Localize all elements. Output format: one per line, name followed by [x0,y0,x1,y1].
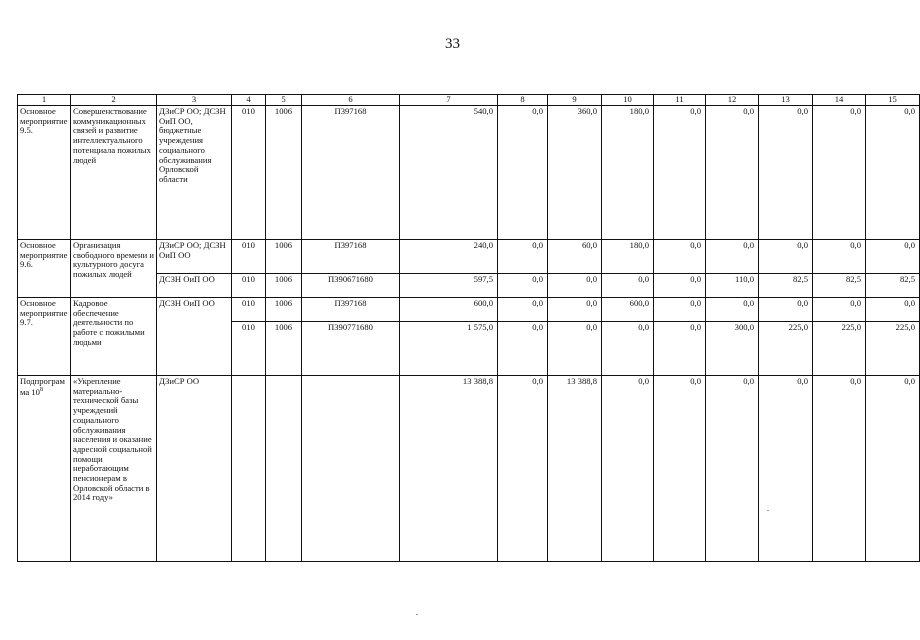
year-value: 82,5 [813,274,866,298]
year-value: 0,0 [759,298,813,322]
column-header: 2 [71,95,157,106]
year-value: 0,0 [866,106,920,240]
year-value: 0,0 [706,376,759,562]
year-value: 0,0 [813,298,866,322]
year-value: 360,0 [548,106,602,240]
grbs-code: 010 [232,240,266,274]
grbs-code [232,376,266,562]
column-header: 5 [266,95,302,106]
target-article: П390671680 [302,274,400,298]
total-value: 13 388,8 [400,376,498,562]
year-value: 13 388,8 [548,376,602,562]
column-header: 10 [602,95,654,106]
activity-code: Основное мероприятие 9.6. [18,240,71,298]
year-value: 0,0 [548,274,602,298]
year-value: 0,0 [654,376,706,562]
target-article: П390771680 [302,322,400,376]
activity-name: Совершенствование коммуникационных связей и развитие интеллектуального потенциала пожилых людей [71,106,157,240]
section-code: 1006 [266,240,302,274]
header-row [18,95,920,106]
year-value: 0,0 [602,376,654,562]
year-value: 0,0 [498,322,548,376]
grbs-code: 010 [232,106,266,240]
year-value: 0,0 [759,376,813,562]
year-value: 225,0 [866,322,920,376]
year-value: 0,0 [602,274,654,298]
year-value: 110,0 [706,274,759,298]
year-value: 0,0 [706,298,759,322]
year-value: 0,0 [813,376,866,562]
table-row [18,298,920,322]
activity-name: Организация свободного времени и культурного досуга пожилых людей [71,240,157,298]
year-value: 600,0 [602,298,654,322]
year-value: 0,0 [654,274,706,298]
executor: ДЗиСР ОО; ДСЗН ОиП ОО [157,240,232,274]
grbs-code: 010 [232,322,266,376]
year-value: 0,0 [813,106,866,240]
target-article: П397168 [302,106,400,240]
total-value: 240,0 [400,240,498,274]
year-value: 0,0 [759,106,813,240]
column-header: 9 [548,95,602,106]
year-value: 0,0 [498,298,548,322]
column-header: 1 [18,95,71,106]
grbs-code: 010 [232,274,266,298]
year-value: 0,0 [602,322,654,376]
year-value: 0,0 [498,106,548,240]
executor: ДСЗН ОиП ОО [157,298,232,376]
section-code: 1006 [266,106,302,240]
year-value: 0,0 [654,106,706,240]
column-header: 3 [157,95,232,106]
subprogram-name: «Укрепление материально-технической базы учреждений социального обслуживания населения и оказание адресной социальной помощи неработающим пенсионерам в Орловской области в 2014 году» [71,376,157,562]
year-value: 82,5 [866,274,920,298]
total-value: 540,0 [400,106,498,240]
subprogram-code [18,376,71,562]
section-code: 1006 [266,298,302,322]
section-code: 1006 [266,274,302,298]
year-value: 0,0 [866,298,920,322]
table-row [18,240,920,274]
column-header: 11 [654,95,706,106]
table-row [18,376,920,562]
target-article: П397168 [302,298,400,322]
total-value: 1 575,0 [400,322,498,376]
year-value: 0,0 [759,240,813,274]
year-value: 225,0 [759,322,813,376]
section-code: 1006 [266,322,302,376]
year-value: 0,0 [498,274,548,298]
year-value: 0,0 [706,106,759,240]
year-value: 180,0 [602,106,654,240]
activity-code: Основное мероприятие 9.5. [18,106,71,240]
year-value: 0,0 [498,240,548,274]
scan-speck [767,510,769,511]
column-header: 15 [866,95,920,106]
activity-name: Кадровое обеспечение деятельности по работе с пожилыми людьми [71,298,157,376]
page-number: 33 [445,36,460,52]
total-value: 600,0 [400,298,498,322]
year-value: 300,0 [706,322,759,376]
year-value: 0,0 [548,322,602,376]
target-article: П397168 [302,240,400,274]
activity-code: Основное мероприятие 9.7. [18,298,71,376]
year-value: 0,0 [866,240,920,274]
grbs-code: 010 [232,298,266,322]
subprogram-code-text: Подпрограмма 10 [20,376,65,397]
year-value: 0,0 [706,240,759,274]
executor: ДСЗН ОиП ОО [157,274,232,298]
year-value: 0,0 [866,376,920,562]
section-code [266,376,302,562]
column-header: 6 [302,95,400,106]
year-value: 180,0 [602,240,654,274]
footnote-marker: 8 [39,386,43,393]
year-value: 0,0 [654,240,706,274]
column-header: 8 [498,95,548,106]
year-value: 0,0 [498,376,548,562]
column-header: 7 [400,95,498,106]
column-header: 14 [813,95,866,106]
table-row [18,106,920,240]
year-value: 0,0 [813,240,866,274]
year-value: 0,0 [654,322,706,376]
year-value: 0,0 [654,298,706,322]
column-header: 13 [759,95,813,106]
scan-speck [416,614,418,615]
executor: ДЗиСР ОО; ДСЗН ОиП ОО, бюджетные учреждения социального обслуживания Орловской области [157,106,232,240]
year-value: 82,5 [759,274,813,298]
target-article [302,376,400,562]
executor: ДЗиСР ОО [157,376,232,562]
column-header: 12 [706,95,759,106]
year-value: 225,0 [813,322,866,376]
year-value: 0,0 [548,298,602,322]
column-header: 4 [232,95,266,106]
budget-table [17,94,920,562]
year-value: 60,0 [548,240,602,274]
total-value: 597,5 [400,274,498,298]
